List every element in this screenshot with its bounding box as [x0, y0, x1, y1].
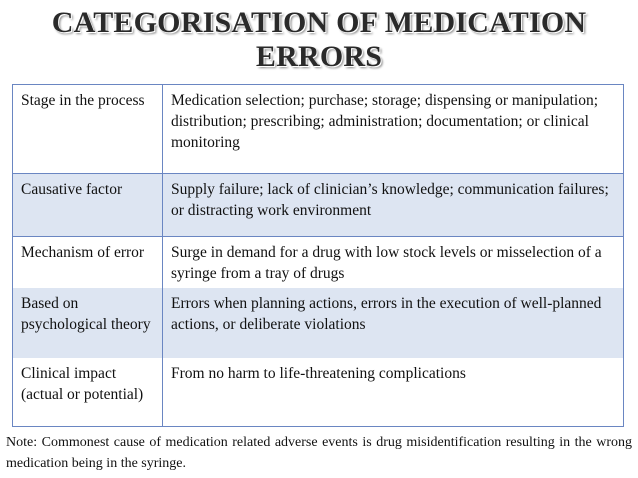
row-category: Clinical impact (actual or potential)	[13, 358, 163, 426]
table-row	[13, 237, 624, 289]
row-category: Causative factor	[13, 174, 163, 237]
row-description: Supply failure; lack of clinician’s knowledge; communication failures; or distracting work environment	[163, 174, 624, 237]
table-row	[13, 358, 624, 426]
row-description: Medication selection; purchase; storage; dispensing or manipulation; distribution; prescribing; administration; documentation; or clinical monitoring	[163, 85, 624, 174]
row-description: From no harm to life-threatening complications	[163, 358, 624, 426]
title-line-2: ERRORS	[255, 40, 383, 73]
slide-title	[0, 6, 638, 74]
row-category: Based on psychological theory	[13, 288, 163, 358]
row-description: Surge in demand for a drug with low stock levels or misselection of a syringe from a tray of drugs	[163, 237, 624, 289]
categorisation-table	[12, 84, 624, 427]
table-row	[13, 85, 624, 174]
table-row	[13, 174, 624, 237]
footnote: Note: Commonest cause of medication related adverse events is drug misidentification resulting in the wrong medication being in the syringe.	[6, 435, 632, 471]
table-row	[13, 288, 624, 358]
title-line-1: CATEGORISATION OF MEDICATION	[51, 6, 587, 39]
row-category: Stage in the process	[13, 85, 163, 174]
row-description: Errors when planning actions, errors in the execution of well-planned actions, or deliberate violations	[163, 288, 624, 358]
row-category: Mechanism of error	[13, 237, 163, 289]
